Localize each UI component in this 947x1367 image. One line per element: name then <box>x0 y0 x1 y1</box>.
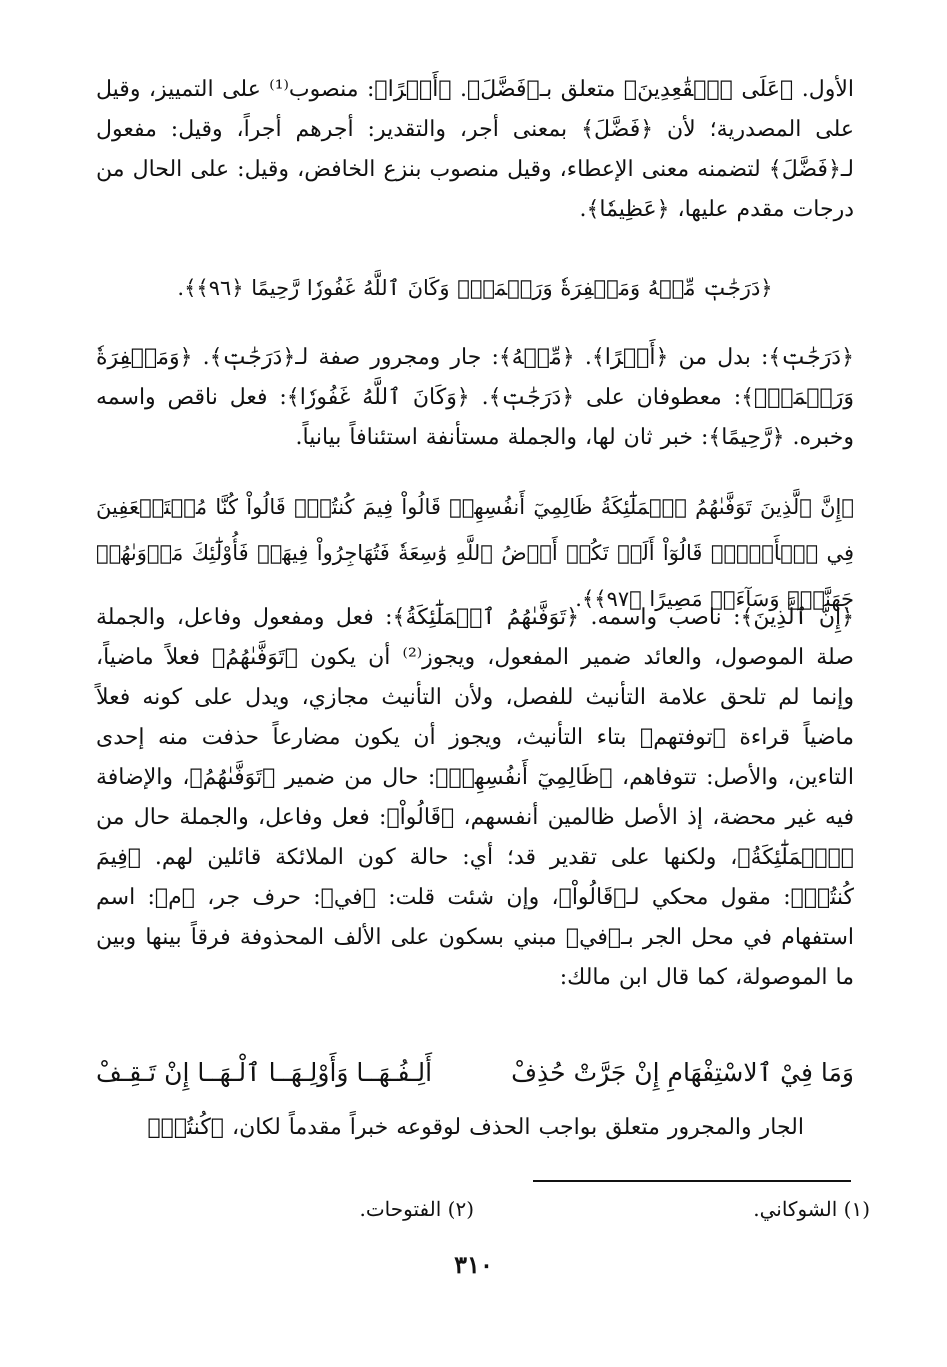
paragraph-4: الجار والمجرور متعلق بواجب الحذف لوقوعه خبراً مقدماً لكان، ﴿كُنتُمۡ﴾ <box>147 1115 804 1140</box>
page-number: ٣١٠ <box>454 1250 493 1279</box>
poem-second-hemistich: أَلِـفُـهَــا وَأَوْلِـهَــا ٱلْـهَــا إِنْ تَـقِـفْ <box>96 1058 433 1087</box>
paragraph-1: الأول. ﴿عَلَى ٱلۡقَٰعِدِينَ﴾ متعلق بـ﴿فَضَّلَ﴾. ﴿أَجۡرًا﴾: منصوب⁽¹⁾ على التمييز، وقيل على المصدرية؛ لأن ﴿فَضَّلَ﴾ بمعنى أجر، والتقدير: أجرهم أجراً، وقيل: مفعول لـ﴿فَضَّلَ﴾ لتضمنه معنى الإعطاء، وقيل منصوب بنزع الخافض، وقيل: على الحال من درجات مقدم عليها، ﴿عَظِيمٗا﴾. <box>96 77 854 222</box>
quran-verse-96: ﴿دَرَجَٰتٖ مِّنۡهُ وَمَغۡفِرَةٗ وَرَحۡمَةٗۚ وَكَانَ ٱللَّهُ غَفُورٗا رَّحِيمًا ﴿٩٦﴾﴾. <box>177 276 773 300</box>
footnote-1: (١) الشوكاني. <box>753 1197 870 1221</box>
paragraph-2: ﴿دَرَجَٰتٖ﴾: بدل من ﴿أَجۡرًا﴾. ﴿مِّنۡهُ﴾: جار ومجرور صفة لـ﴿دَرَجَٰتٖ﴾. ﴿وَمَغۡفِرَةٗ وَرَحۡمَةٗۚ﴾: معطوفان على ﴿دَرَجَٰتٖ﴾. ﴿وَكَانَ ٱللَّهُ غَفُورٗا﴾: فعل ناقص واسمه وخبره. ﴿رَّحِيمًا﴾: خبر ثان لها، والجملة مستأنفة استئنافاً بيانياً. <box>96 345 854 450</box>
poem-verse <box>96 1050 854 1100</box>
poem-first-hemistich: وَمَا فِيْ ٱلاسْتِفْهَامِ إِنْ جَرَّتْ حُذِفْ <box>511 1058 854 1087</box>
quran-verse-97: ﴿إِنَّ ٱلَّذِينَ تَوَفَّىٰهُمُ ٱلۡمَلَٰٓئِكَةُ ظَالِمِيٓ أَنفُسِهِمۡ قَالُواْ فِيمَ كُنتُمۡۖ قَالُواْ كُنَّا مُسۡتَضۡعَفِينَ فِي ٱلۡأَرۡضِۚ قَالُوٓاْ أَلَمۡ تَكُنۡ أَرۡضُ ٱللَّهِ وَٰسِعَةٗ فَتُهَاجِرُواْ فِيهَاۚ فَأُوْلَٰٓئِكَ مَأۡوَىٰهُمۡ جَهَنَّمُۖ وَسَآءَتۡ مَصِيرًا ﴿٩٧﴾﴾. <box>96 495 854 611</box>
footnote-divider <box>533 1180 851 1182</box>
footnote-2: (٢) الفتوحات. <box>359 1197 474 1221</box>
footnotes <box>96 1192 870 1226</box>
paragraph-3: ﴿إِنَّ ٱلَّذِينَ﴾: ناصب واسمه. ﴿تَوَفَّىٰهُمُ ٱلۡمَلَٰٓئِكَةُ﴾: فعل ومفعول وفاعل، والجملة صلة الموصول، والعائد ضمير المفعول، ويجوز⁽²⁾ أن يكون ﴿تَوَفَّىٰهُمُ﴾ فعلاً ماضياً، وإنما لم تلحق علامة التأنيث للفصل، ولأن التأنيث مجازي، ويدل على كونه فعلاً ماضياً قراءة ﴿توفتهم﴾ بتاء التأنيث، ويجوز أن يكون مضارعاً حذفت منه إحدى التاءين، والأصل: تتوفاهم، ﴿ظَالِمِيٓ أَنفُسِهِمۡ﴾: حال من ضمير ﴿تَوَفَّىٰهُمُ﴾، والإضافة فيه غير محضة، إذ الأصل ظالمين أنفسهم، ﴿قَالُواْ﴾: فعل وفاعل، والجملة حال من ﴿ٱلۡمَلَٰٓئِكَةُ﴾، ولكنها على تقدير قد؛ أي: حالة كون الملائكة قائلين لهم. ﴿فِيمَ كُنتُمۡ﴾: مقول محكي لـ﴿قَالُواْ﴾، وإن شئت قلت: ﴿في﴾: حرف جر، ﴿م﴾: اسم استفهام في محل الجر بـ﴿في﴾ مبني بسكون على الألف المحذوفة فرقاً بينها وبين ما الموصولة، كما قال ابن مالك: <box>96 605 854 990</box>
